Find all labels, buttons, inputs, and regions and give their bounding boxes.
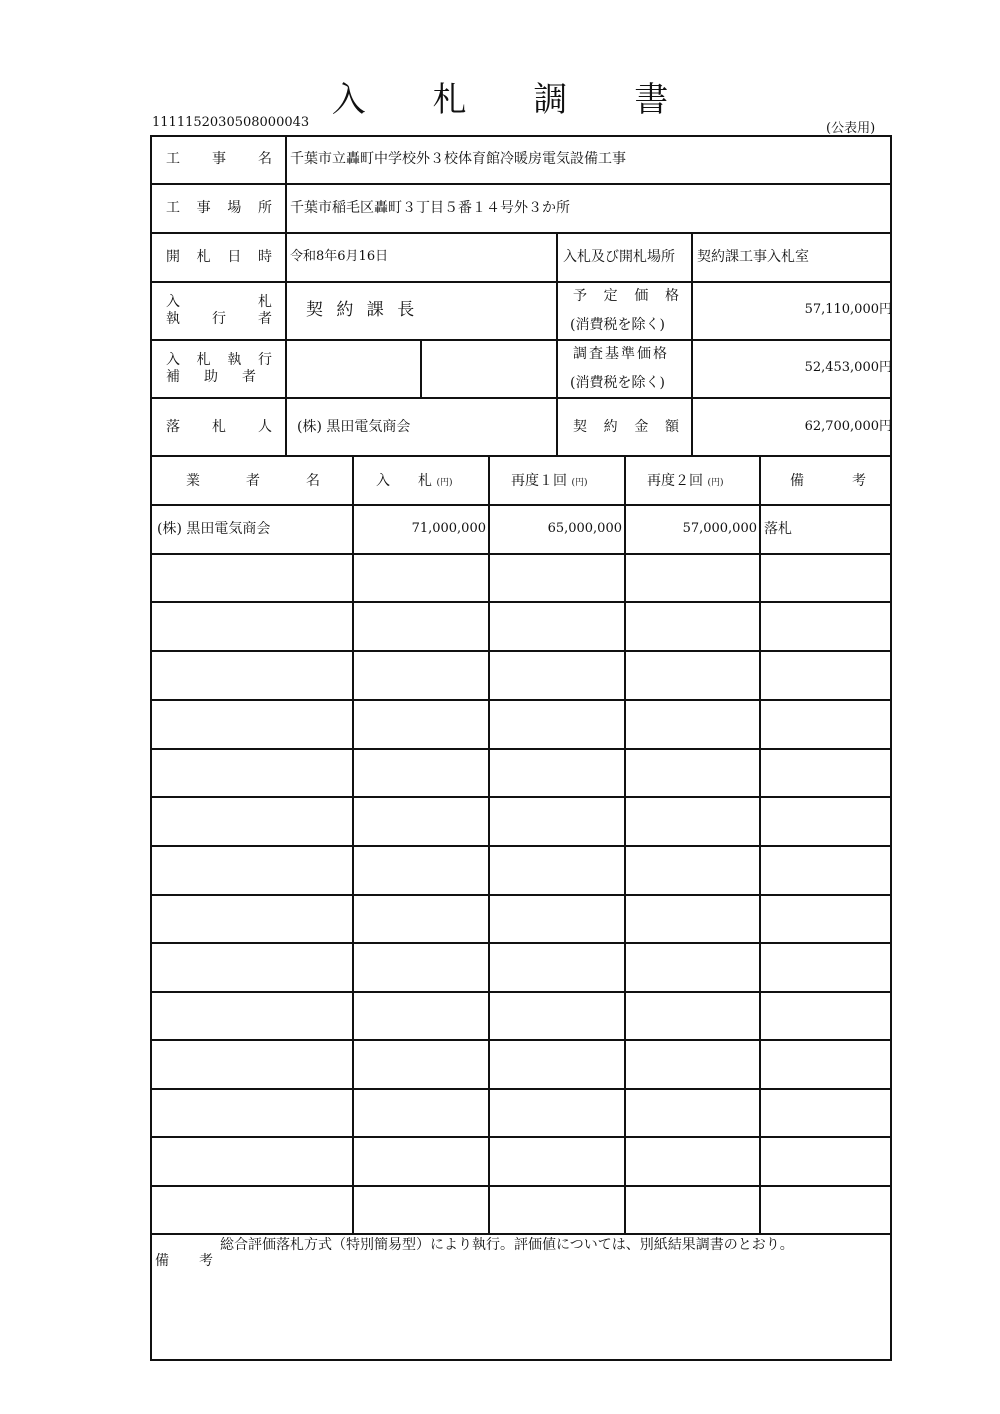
col-divider: [556, 232, 558, 455]
planned-price-label: 予 定 価 格: [573, 288, 679, 304]
public-use-label: (公表用): [826, 121, 876, 136]
company-header: 業 者 名: [186, 473, 320, 489]
col-divider: [624, 455, 626, 1233]
row-divider: [150, 650, 892, 652]
row-divider: [150, 894, 892, 896]
table-row-company: (株) 黒田電気商会: [157, 521, 271, 537]
table-row-bid: 71,000,000: [411, 521, 486, 536]
row-divider: [150, 942, 892, 944]
document-number: 1111152030508000043: [152, 115, 310, 130]
contract-amount-label: 契 約 金 額: [573, 419, 679, 435]
page-title: 入 札 調 書: [331, 80, 697, 120]
executor: 契 約 課 長: [306, 300, 419, 320]
row-divider: [150, 183, 892, 185]
row-divider: [150, 796, 892, 798]
row-divider: [150, 1088, 892, 1090]
col-divider: [420, 339, 422, 397]
table-row-remarks: 落札: [764, 521, 792, 537]
planned-price-note: (消費税を除く): [570, 317, 665, 333]
row-divider: [150, 397, 892, 399]
row-divider: [150, 601, 892, 603]
opening-datetime: 令和8年6月16日: [290, 249, 389, 264]
table-row-round1: 65,000,000: [547, 521, 622, 536]
col-divider: [759, 455, 761, 1233]
survey-price-note: (消費税を除く): [570, 375, 665, 391]
row-divider: [150, 232, 892, 234]
project-name-label: 工 事 名: [166, 151, 272, 167]
bid-place: 契約課工事入札室: [697, 249, 809, 265]
col-divider: [488, 455, 490, 1233]
round2-header: 再度２回 (円): [647, 473, 724, 489]
bid-place-label: 入札及び開札場所: [563, 249, 675, 265]
winner: (株) 黒田電気商会: [297, 419, 411, 435]
col-divider: [285, 135, 287, 455]
row-divider: [150, 1039, 892, 1041]
footer-remarks-text: 総合評価落札方式（特別簡易型）により執行。評価値については、別紙結果調書のとおり。: [220, 1237, 794, 1253]
row-divider: [150, 748, 892, 750]
row-divider: [150, 339, 892, 341]
row-divider: [150, 991, 892, 993]
contract-amount: 62,700,000円: [804, 419, 892, 434]
opening-datetime-label: 開 札 日 時: [166, 249, 272, 265]
footer-remarks-label: 備 考: [155, 1253, 213, 1269]
bid-header: 入 札 (円): [376, 473, 453, 489]
assistant-label-2: 補 助 者: [166, 369, 256, 385]
row-divider: [150, 845, 892, 847]
planned-price: 57,110,000円: [804, 302, 892, 317]
table-row-round2: 57,000,000: [682, 521, 757, 536]
winner-label: 落 札 人: [166, 419, 272, 435]
project-name: 千葉市立轟町中学校外３校体育館冷暖房電気設備工事: [290, 151, 626, 167]
survey-price: 52,453,000円: [804, 360, 892, 375]
col-divider: [352, 455, 354, 1233]
survey-price-label: 調査基準価格: [573, 346, 669, 362]
row-divider: [150, 699, 892, 701]
executor-label-1: 入 札: [166, 294, 272, 310]
location-label: 工 事 場 所: [166, 200, 272, 216]
row-divider: [150, 1233, 892, 1235]
round1-header: 再度１回 (円): [511, 473, 588, 489]
col-divider: [691, 232, 693, 455]
remarks-header: 備 考: [790, 473, 866, 489]
row-divider: [150, 281, 892, 283]
row-divider: [150, 553, 892, 555]
assistant-label-1: 入 札 執 行: [166, 352, 272, 368]
location: 千葉市稲毛区轟町３丁目５番１４号外３か所: [290, 200, 570, 216]
row-divider: [150, 1185, 892, 1187]
row-divider: [150, 455, 892, 457]
row-divider: [150, 504, 892, 506]
row-divider: [150, 1136, 892, 1138]
executor-label-2: 執 行 者: [166, 311, 272, 327]
